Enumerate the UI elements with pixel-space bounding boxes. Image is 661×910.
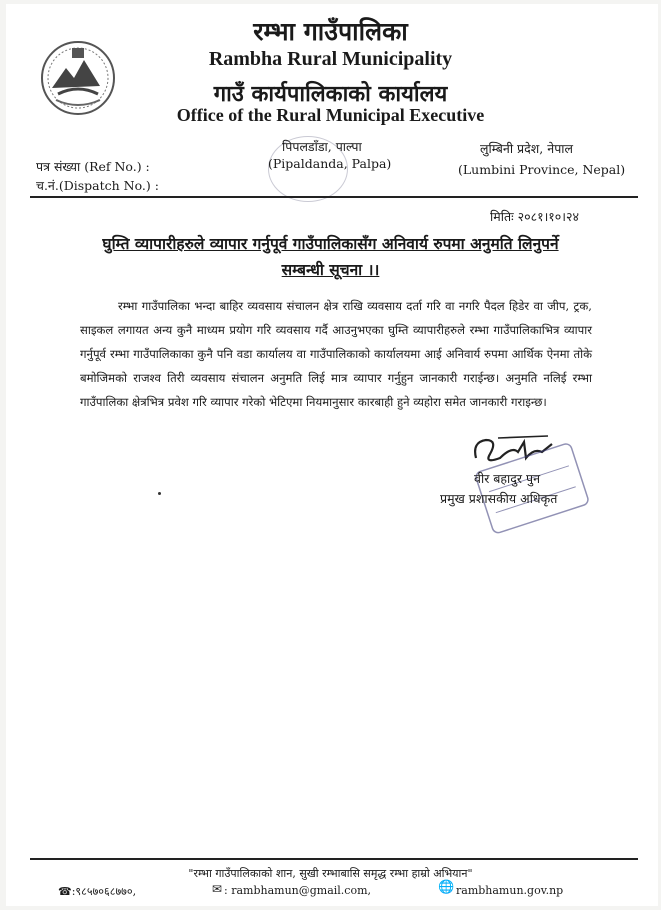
footer-phone: ☎:९८५७०६८७७०, xyxy=(58,885,137,898)
district-english: (Pipaldanda, Palpa) xyxy=(268,156,392,171)
subject-line-1: घुम्ति व्यापारीहरुले व्यापार गर्नुपूर्व गाउँपालिकासँग अनिवार्य रुपमा अनुमति लिनुपर्ने xyxy=(102,234,559,253)
signatory-name: वीर बहादुर पुन xyxy=(474,471,541,486)
footer-website: rambhamun.gov.np xyxy=(456,884,564,897)
email-icon: ✉ xyxy=(212,882,223,896)
province-nepali: लुम्बिनी प्रदेश, नेपाल xyxy=(480,141,574,156)
ink-dot xyxy=(158,492,161,495)
ref-no-label: पत्र संख्या (Ref No.) : xyxy=(36,159,150,174)
subject-line-2: सम्बन्धी सूचना ।। xyxy=(281,260,380,279)
signatory-title: प्रमुख प्रशासकीय अधिकृत xyxy=(440,491,558,506)
notice-body: रम्भा गाउँपालिका भन्दा बाहिर व्यवसाय संचालन क्षेत्र राखि व्यवसाय दर्ता गरि वा नगरि पैदल हिडेर वा जीप, ट्रक, साइकल लगायत अन्य कुनै माध्यम प्रयोग गरि व्यवसाय गर्दै आउनुभएका घुम्ति व्यापारीहरुले रम्भा गाउँपालिकाभित्र व्यापार गर्नुपूर्व रम्भा गाउँपालिकाका कुनै पनि वडा कार्यालय वा गाउँपालिकाको कार्यालयमा आई अनिवार्य रुपमा आर्थिक ऐनमा तोके बमोजिमको राजश्व तिरी व्यवसाय संचालन अनुमति लिई मात्र व्यापार गर्नुहुन जानकारी गराईन्छ। अनुमति नलिई रम्भा गाउँपालिका क्षेत्रभित्र प्रवेश गरि व्यापार गरेको भेटिएमा नियमानुसार कारबाही हुने व्यहोरा समेत जानकारी गराइन्छ। xyxy=(80,299,592,409)
office-name-nepali: गाउँ कार्यपालिकाको कार्यालय xyxy=(213,81,448,107)
dispatch-no-label: च.नं.(Dispatch No.) : xyxy=(36,178,159,193)
header-divider xyxy=(30,196,638,198)
district-nepali: पिपलडाँडा, पाल्पा xyxy=(282,139,362,154)
footer-slogan: "रम्भा गाउँपालिकाको शान, सुखी रम्भाबासि समृद्ध रम्भा हाम्रो अभियान" xyxy=(188,867,473,880)
footer-email: : rambhamun@gmail.com, xyxy=(224,884,372,897)
province-english: (Lumbini Province, Nepal) xyxy=(458,162,626,177)
municipality-name-english: Rambha Rural Municipality xyxy=(208,48,453,70)
office-name-english: Office of the Rural Municipal Executive xyxy=(176,105,485,125)
municipality-name-nepali: रम्भा गाउँपालिका xyxy=(253,17,408,46)
letter-date: मितिः २०८१।१०।२४ xyxy=(490,209,580,224)
globe-icon: 🌐 xyxy=(438,880,455,895)
footer-divider xyxy=(30,858,638,860)
